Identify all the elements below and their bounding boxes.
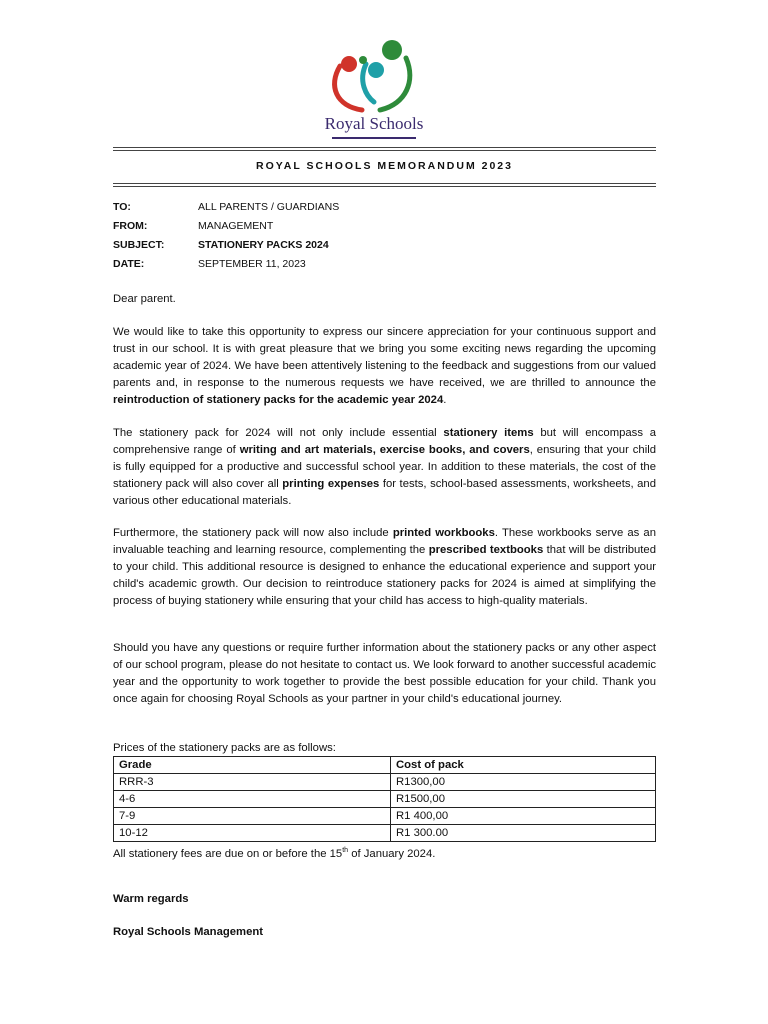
prices-table [113, 756, 656, 842]
to-label: TO: [113, 201, 131, 213]
table-row [114, 791, 656, 808]
date-label: DATE: [113, 258, 145, 270]
grade-cell: 10-12 [114, 825, 391, 842]
cost-cell: R1 400,00 [391, 808, 656, 825]
grade-cell: 4-6 [114, 791, 391, 808]
logo-text: Royal Schools [324, 114, 424, 133]
prices-intro: Prices of the stationery packs are as follows: [113, 742, 336, 754]
table-row [114, 825, 656, 842]
closing: Warm regards [113, 893, 189, 905]
paragraph-1: We would like to take this opportunity to express our sincere appreciation for your continuous support and trust in our school. It is with great pleasure that we bring you some exciting news regarding the upcoming academic year of 2024. We have been attentively listening to the feedback and suggestions from our valued parents and, in response to the numerous requests we have received, we are thrilled to announce the reintroduction of stationery packs for the academic year 2024. [113, 326, 656, 406]
grade-cell: 7-9 [114, 808, 391, 825]
date-value: SEPTEMBER 11, 2023 [198, 258, 306, 270]
paragraph-4: Should you have any questions or require further information about the stationery packs or any other aspect of our school program, please do not hesitate to contact us. We look forward to another successful academic year and the opportunity to work together to provide the best possible education for your child. Thank you once again for choosing Royal Schools as your partner in your child's educational journey. [113, 642, 656, 705]
subject-label: SUBJECT: [113, 239, 165, 251]
table-row [114, 808, 656, 825]
paragraph-3: Furthermore, the stationery pack will now also include printed workbooks. These workbooks serve as an invaluable teaching and learning resource, complementing the prescribed textbooks that will be distributed to your child. This additional resource is designed to enhance the educational experience and support your child's academic growth. Our decision to reintroduce stationery packs for 2024 is aimed at simplifying the process of buying stationery while ensuring that your child has access to high-quality materials. [113, 527, 656, 607]
cost-cell: R1 300.00 [391, 825, 656, 842]
logo-underline [332, 137, 416, 139]
to-value: ALL PARENTS / GUARDIANS [198, 201, 340, 213]
subject-value: STATIONERY PACKS 2024 [198, 239, 329, 251]
title-rule-bottom-2 [113, 186, 656, 187]
from-label: FROM: [113, 220, 148, 232]
logo-emblem-icon [318, 36, 430, 116]
greeting: Dear parent. [113, 293, 176, 305]
paragraph-2: The stationery pack for 2024 will not only include essential stationery items but will encompass a comprehensive range of writing and art materials, exercise books, and covers, ensuring that your child is fully equipped for a productive and successful school year. In addition to these materials, the cost of the stationery pack will also cover all printing expenses for tests, school-based assessments, worksheets, and various other educational materials. [113, 427, 656, 507]
header-grade: Grade [114, 757, 391, 774]
grade-cell: RRR-3 [114, 774, 391, 791]
cost-cell: R1500,00 [391, 791, 656, 808]
cost-cell: R1300,00 [391, 774, 656, 791]
memo-title: ROYAL SCHOOLS MEMORANDUM 2023 [256, 160, 513, 172]
signature: Royal Schools Management [113, 926, 264, 938]
header-cost: Cost of pack [391, 757, 656, 774]
table-header-row [114, 757, 656, 774]
title-rule-bottom-1 [113, 183, 656, 184]
title-rule-top-1 [113, 147, 656, 148]
table-row [114, 774, 656, 791]
fees-note: All stationery fees are due on or before the 15th of January 2024. [113, 847, 436, 860]
school-logo [318, 36, 430, 142]
title-rule-top-2 [113, 150, 656, 151]
from-value: MANAGEMENT [198, 220, 274, 232]
